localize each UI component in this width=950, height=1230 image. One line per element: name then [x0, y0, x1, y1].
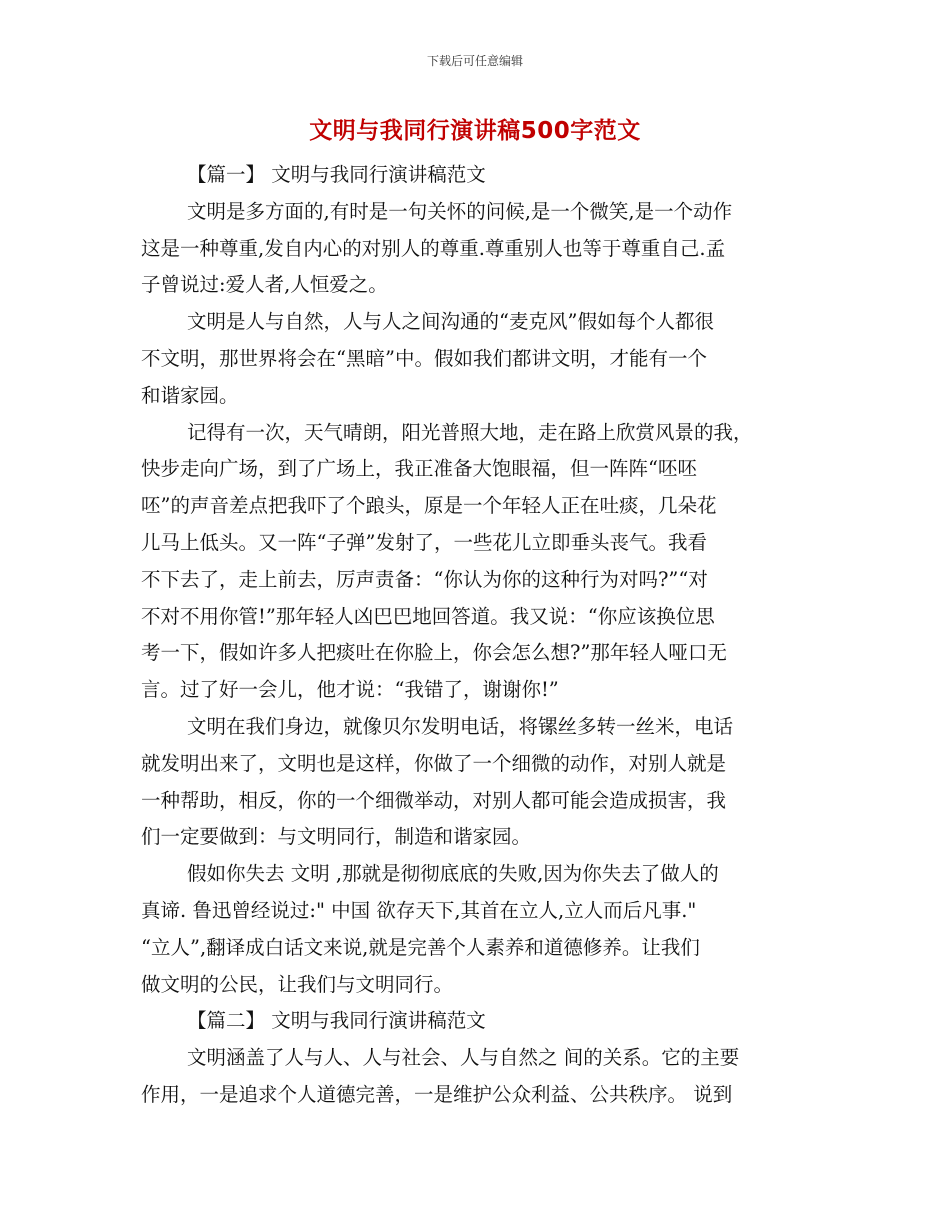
paragraph-line: 不对不用你管!”那年轻人凶巴巴地回答道。我又说：“你应该换位思	[141, 604, 715, 628]
page-header: 下载后可任意编辑	[426, 54, 523, 68]
paragraph-line: 一种帮助，相反，你的一个细微举动，对别人都可能会造成损害，我	[141, 788, 727, 812]
paragraph-line: 不文明，那世界将会在“黑暗”中。假如我们都讲文明，才能有一个	[141, 346, 707, 370]
section-heading: 【篇一】 文明与我同行演讲稿范文	[187, 163, 486, 186]
paragraph-line: 这是一种尊重,发自内心的对别人的尊重.尊重别人也等于尊重自己.孟	[141, 236, 726, 260]
paragraph-line: 们一定要做到：与文明同行，制造和谐家园。	[141, 825, 532, 849]
paragraph-line: 就发明出来了，文明也是这样，你做了一个细微的动作，对别人就是	[141, 751, 727, 775]
paragraph-line: 假如你失去 文明 ,那就是彻彻底底的失败,因为你失去了做人的	[187, 862, 719, 886]
paragraph-line: 和谐家园。	[141, 383, 239, 407]
paragraph-line: 文明在我们身边，就像贝尔发明电话，将镙丝多转一丝米，电话	[187, 714, 734, 738]
paragraph-line: 子曾说过:爱人者,人恒爱之。	[141, 273, 388, 297]
paragraph-line: 做文明的公民，让我们与文明同行。	[141, 972, 454, 996]
section-heading: 【篇二】 文明与我同行演讲稿范文	[187, 1009, 486, 1033]
paragraph-line: 快步走向广场，到了广场上，我正准备大饱眼福，但一阵阵“呸呸	[141, 457, 697, 481]
paragraph-line: “立人”,翻译成白话文来说,就是完善个人素养和道德修养。让我们	[141, 935, 700, 959]
paragraph-line: 儿马上低头。又一阵“子弹”发射了，一些花儿立即垂头丧气。我看	[141, 530, 707, 554]
document-body	[141, 157, 805, 1114]
paragraph-line: 呸”的声音差点把我吓了个踉头，原是一个年轻人正在吐痰，几朵花	[141, 494, 717, 518]
document-title: 文明与我同行演讲稿500字范文	[309, 118, 641, 144]
paragraph-line: 真谛. 鲁迅曾经说过:" 中国 欲存天下,其首在立人,立人而后凡事."	[141, 898, 697, 922]
paragraph-line: 文明是人与自然，人与人之间沟通的“麦克风”假如每个人都很	[187, 310, 714, 334]
paragraph-line: 不下去了，走上前去，厉声责备：“你认为你的这种行为对吗?”“对	[141, 567, 708, 591]
paragraph-line: 言。过了好一会儿，他才说：“我错了，谢谢你!”	[141, 678, 559, 702]
paragraph-line: 考一下，假如许多人把痰吐在你脸上，你会怎么想?”那年轻人哑口无	[141, 641, 727, 665]
paragraph-line: 文明是多方面的,有时是一句关怀的问候,是一个微笑,是一个动作	[187, 199, 733, 223]
paragraph-line: 文明涵盖了人与人、人与社会、人与自然之 间的关系。它的主要	[187, 1046, 740, 1070]
paragraph-line: 记得有一次，天气晴朗，阳光普照大地，走在路上欣赏风景的我，	[187, 420, 753, 444]
paragraph-line: 作用，一是追求个人道德完善，一是维护公众利益、公共秩序。 说到	[141, 1082, 733, 1106]
